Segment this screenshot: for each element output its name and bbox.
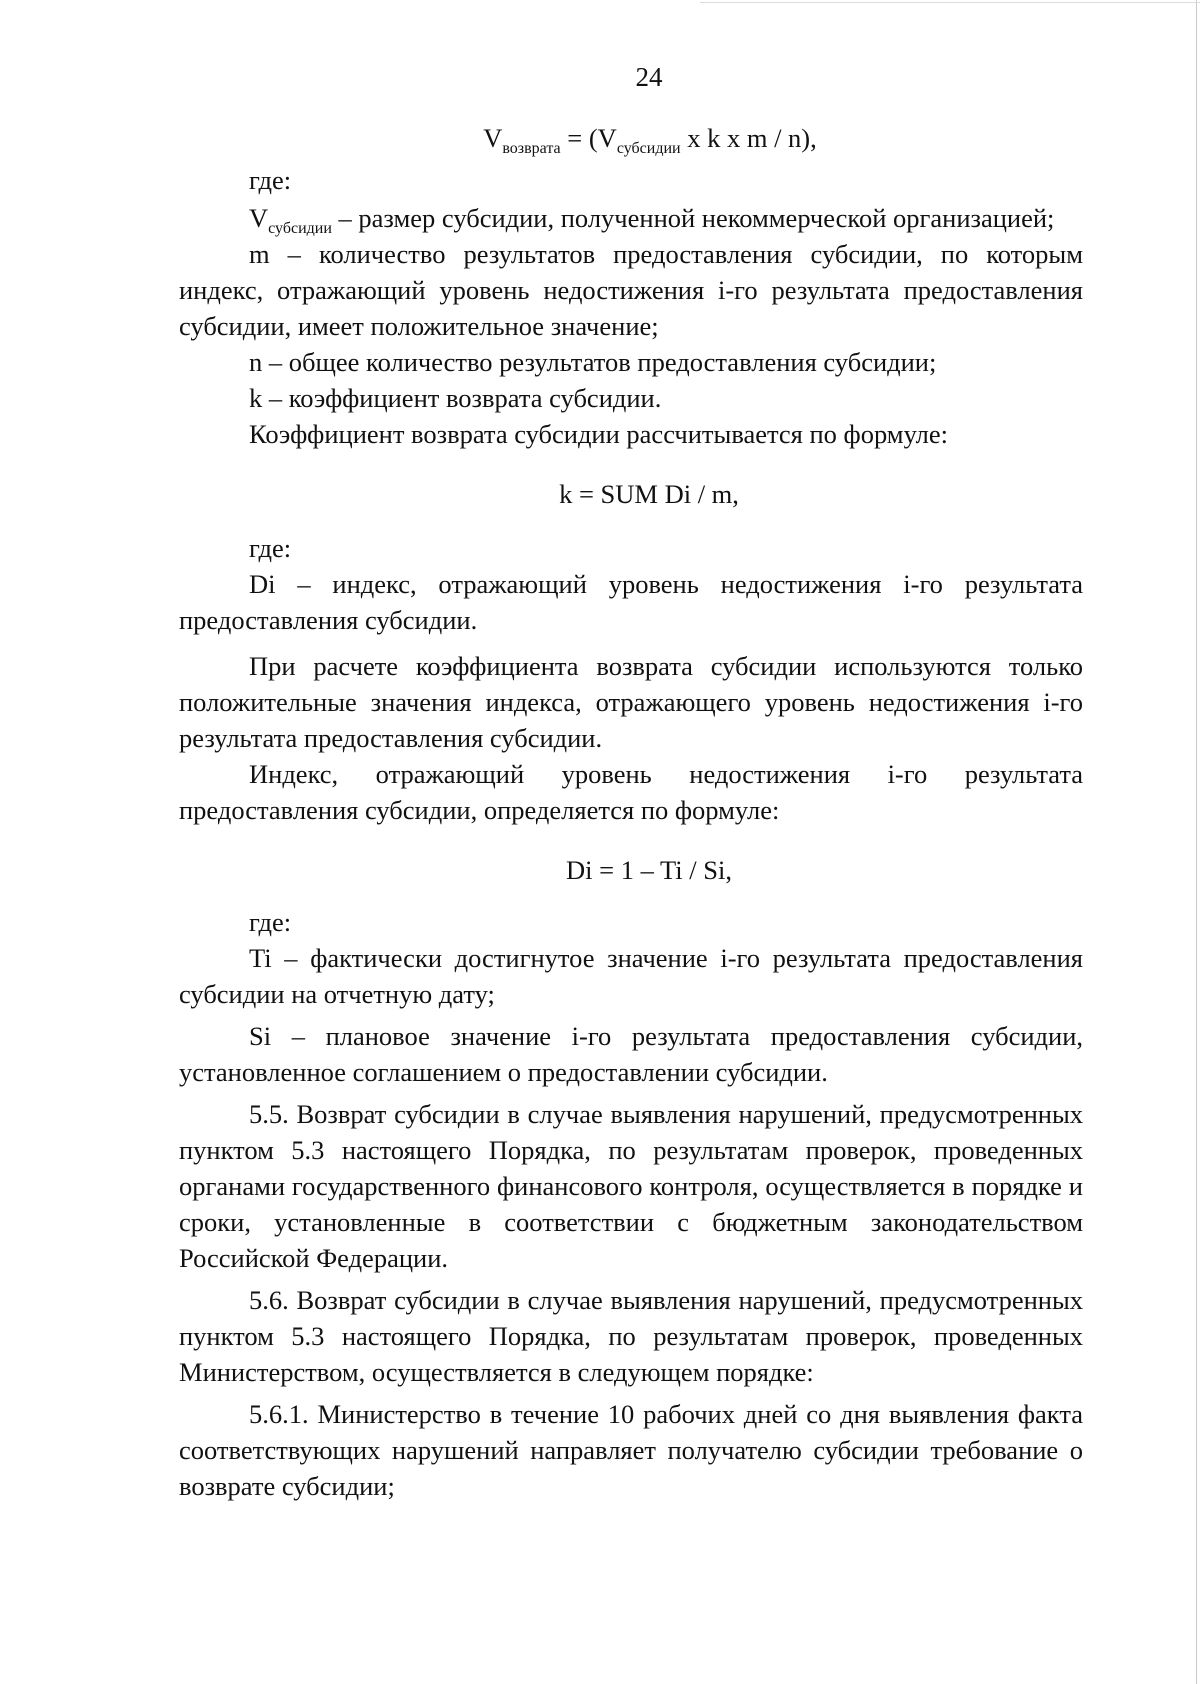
formula-v-refund-subscript: возврата	[502, 140, 561, 157]
definition-si: Si – плановое значение i-го результата предоставления субсидии, установленное соглашением о предоставлении субсидии.	[179, 1021, 1083, 1087]
where-label-3: где:	[249, 907, 292, 937]
page-edge-top	[700, 2, 1200, 3]
definition-v-text: – размер субсидии, полученной некоммерческой организацией;	[331, 203, 1055, 233]
document-body	[179, 120, 1083, 1504]
definition-v-symbol: V	[249, 203, 269, 233]
definition-m: m – количество результатов предоставления субсидии, по которым индекс, отражающий уровень недостижения i-го результата предоставления субсидии, имеет положительное значение;	[179, 239, 1083, 341]
where-label-2: где:	[249, 533, 292, 563]
clause-5-5: 5.5. Возврат субсидии в случае выявления нарушений, предусмотренных пунктом 5.3 настоящего Порядка, по результатам проверок, проведенных органами государственного финансового контроля, осуществляется в порядке и сроки, установленные в соответствии с бюджетным законодательством Российской Федерации.	[179, 1099, 1083, 1273]
page-edge-right	[1196, 0, 1197, 1684]
definition-di: Di – индекс, отражающий уровень недостижения i-го результата предоставления субсидии.	[179, 569, 1083, 635]
definition-k: k – коэффициент возврата субсидии.	[249, 383, 662, 413]
formula-coefficient: k = SUM Di / m,	[559, 479, 739, 509]
definition-v-subscript: субсидии	[268, 220, 332, 237]
formula-index: Di = 1 – Ti / Si,	[566, 855, 732, 885]
definition-v-subsidy	[179, 200, 1083, 236]
formula-v-symbol: V	[483, 123, 503, 153]
positive-values-note: При расчете коэффициента возврата субсидии используются только положительные значения индекса, отражающего уровень недостижения i-го результата предоставления субсидии.	[179, 651, 1083, 753]
index-intro: Индекс, отражающий уровень недостижения i-го результата предоставления субсидии, определяется по формуле:	[179, 759, 1083, 825]
coefficient-intro: Коэффициент возврата субсидии рассчитывается по формуле:	[249, 419, 949, 449]
formula-eq-open: = (V	[560, 123, 617, 153]
where-label-1: где:	[249, 165, 292, 195]
page-number: 24	[635, 62, 663, 92]
formula-refund-volume	[179, 120, 1083, 156]
definition-n: n – общее количество результатов предоставления субсидии;	[249, 347, 937, 377]
formula-rhs-rest: x k x m / n),	[680, 123, 817, 153]
clause-5-6: 5.6. Возврат субсидии в случае выявления нарушений, предусмотренных пунктом 5.3 настоящего Порядка, по результатам проверок, проведенных Министерством, осуществляется в следующем порядке:	[179, 1285, 1083, 1387]
formula-v-subsidy-subscript: субсидии	[616, 140, 681, 157]
definition-ti: Ti – фактически достигнутое значение i-го результата предоставления субсидии на отчетную дату;	[179, 943, 1083, 1009]
clause-5-6-1: 5.6.1. Министерство в течение 10 рабочих дней со дня выявления факта соответствующих нарушений направляет получателю субсидии требование о возврате субсидии;	[179, 1399, 1083, 1501]
